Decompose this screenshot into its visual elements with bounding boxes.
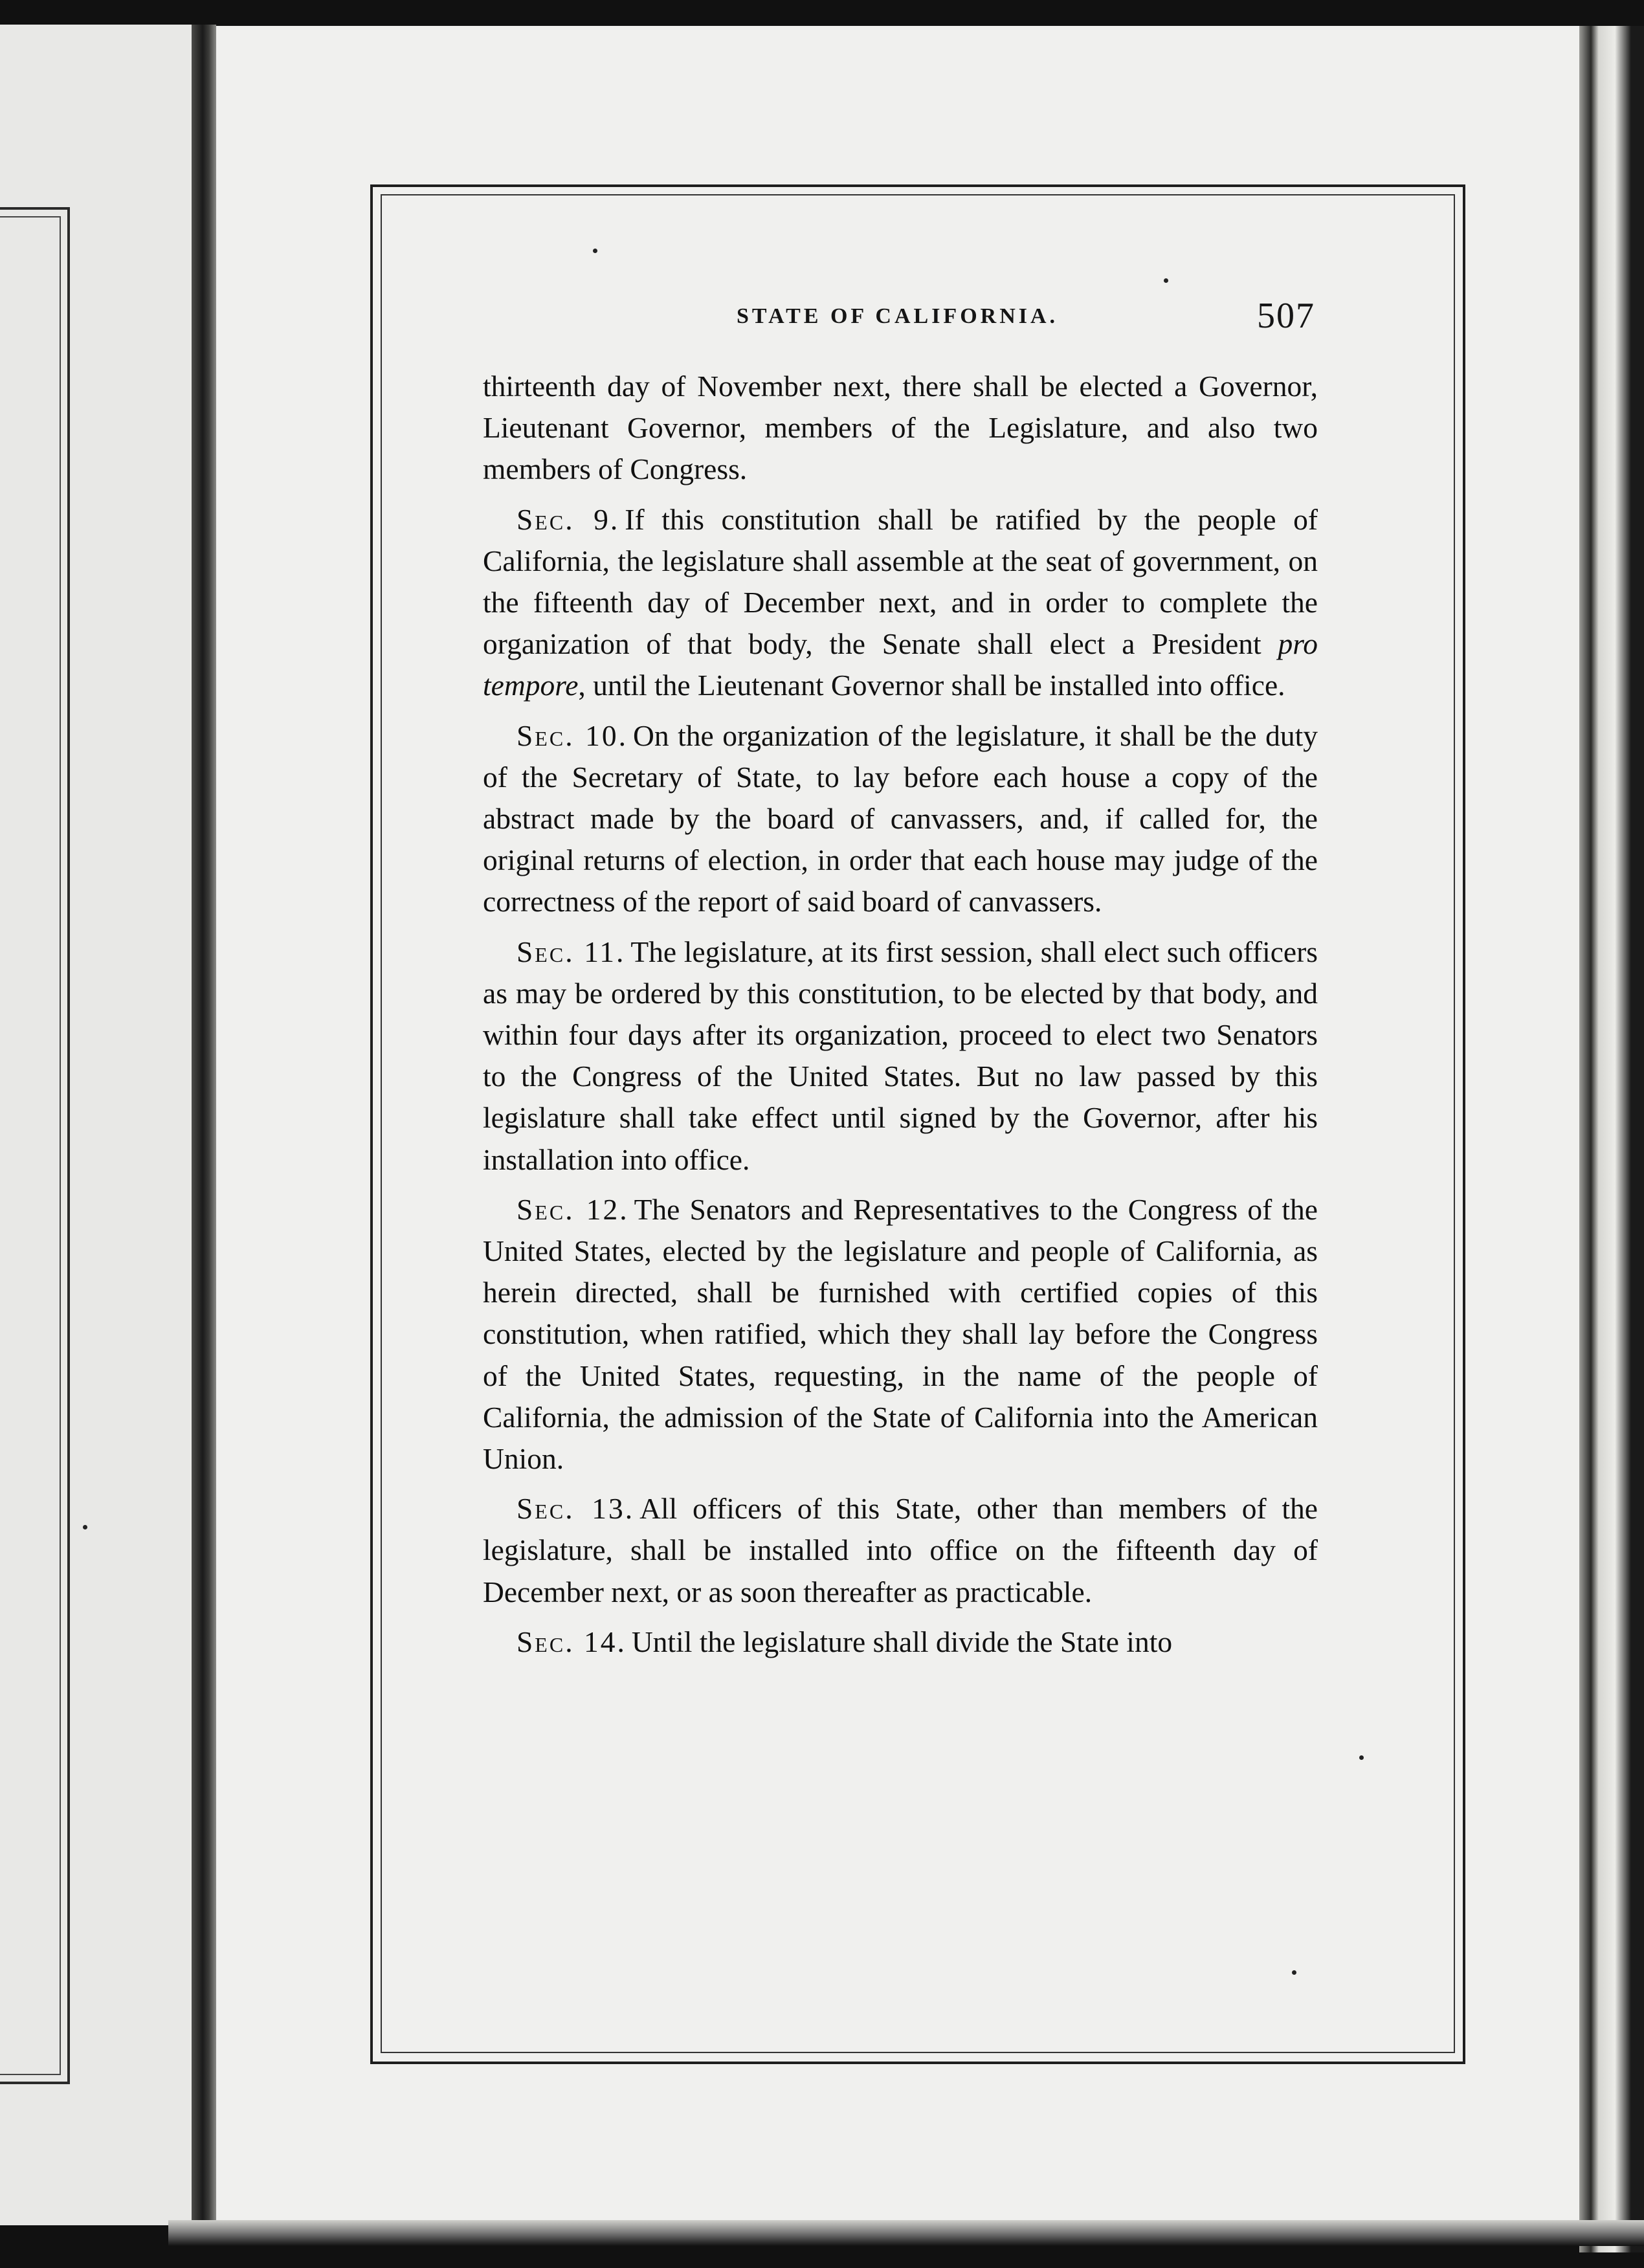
paragraph-text: The legislature, at its first session, shall elect such officers as may be ordered by this constitution, to be elected by that body, and within four days after its organization, proceed to elect two Senators to the Congress of the United States. But no law passed by this legislature shall take effect until signed by the Governor, after his installation into office.: [483, 935, 1318, 1176]
paragraph-text: The Senators and Representatives to the Congress of the United States, elected by the legislature and people of California, as herein directed, shall be furnished with certified copies of this constitution, when ratified, which they shall lay before the Congress of the United States, requesting, in the name of the people of California, the admission of the State of California into the American Union.: [483, 1192, 1318, 1476]
paragraph-sec-9: [483, 499, 1318, 707]
paragraph-sec-13: [483, 1488, 1318, 1613]
body-text: [483, 366, 1318, 1671]
page-number: 507: [1257, 296, 1315, 336]
page-edge-shadow: [1579, 26, 1644, 2252]
ink-speck: [1164, 278, 1168, 283]
paragraph-text: On the organization of the legislature, it shall be the duty of the Secretary of State, to lay before each house a copy of the abstract made by the board of canvassers, and, if called for, the original returns of election, in order that each house may judge of the correctness of the report of said board of canvassers.: [483, 718, 1318, 918]
previous-page-edge: [0, 25, 197, 2225]
ink-speck: [83, 1525, 87, 1529]
paragraph-continuation: [483, 366, 1318, 491]
previous-page-border-inner: [0, 216, 61, 2075]
paragraph-text: Until the legislature shall divide the State into: [631, 1625, 1173, 1658]
section-label: Sec. 13.: [517, 1492, 635, 1526]
paragraph-sec-12: [483, 1189, 1318, 1480]
running-head: [479, 295, 1320, 347]
paragraph-text: All officers of this State, other than members of the legislature, shall be installed into office on the fifteenth day of December next, or as soon thereafter as practicable.: [483, 1492, 1318, 1608]
section-label: Sec. 12.: [517, 1192, 629, 1226]
ink-speck: [1292, 1970, 1296, 1975]
ink-speck: [593, 249, 597, 253]
paragraph-sec-11: [483, 931, 1318, 1181]
section-label: Sec. 14.: [517, 1625, 627, 1658]
book-gutter: [192, 25, 216, 2238]
page-bottom-edge: [168, 2220, 1644, 2246]
running-head-title: STATE OF CALIFORNIA.: [737, 304, 1059, 328]
paragraph-italic-text: pro tempore: [483, 627, 1318, 702]
paragraph-sec-10: [483, 715, 1318, 923]
section-label: Sec. 10.: [517, 718, 628, 752]
paragraph-text: If this constitution shall be ratified by the people of California, the legislature shall assemble at the seat of government, on the fifteenth day of December next, and in order to complete the organization of that body, the Senate shall elect a President: [483, 502, 1318, 661]
section-label: Sec. 9.: [517, 502, 620, 536]
paragraph-sec-14: [483, 1621, 1318, 1663]
paragraph-text: , until the Lieutenant Governor shall be installed into office.: [578, 669, 1285, 702]
section-label: Sec. 11.: [517, 935, 626, 968]
paragraph-text: thirteenth day of November next, there shall be elected a Governor, Lieutenant Governor, members of the Legislature, and also two members of Congress.: [483, 370, 1318, 486]
ink-speck: [1359, 1755, 1364, 1760]
